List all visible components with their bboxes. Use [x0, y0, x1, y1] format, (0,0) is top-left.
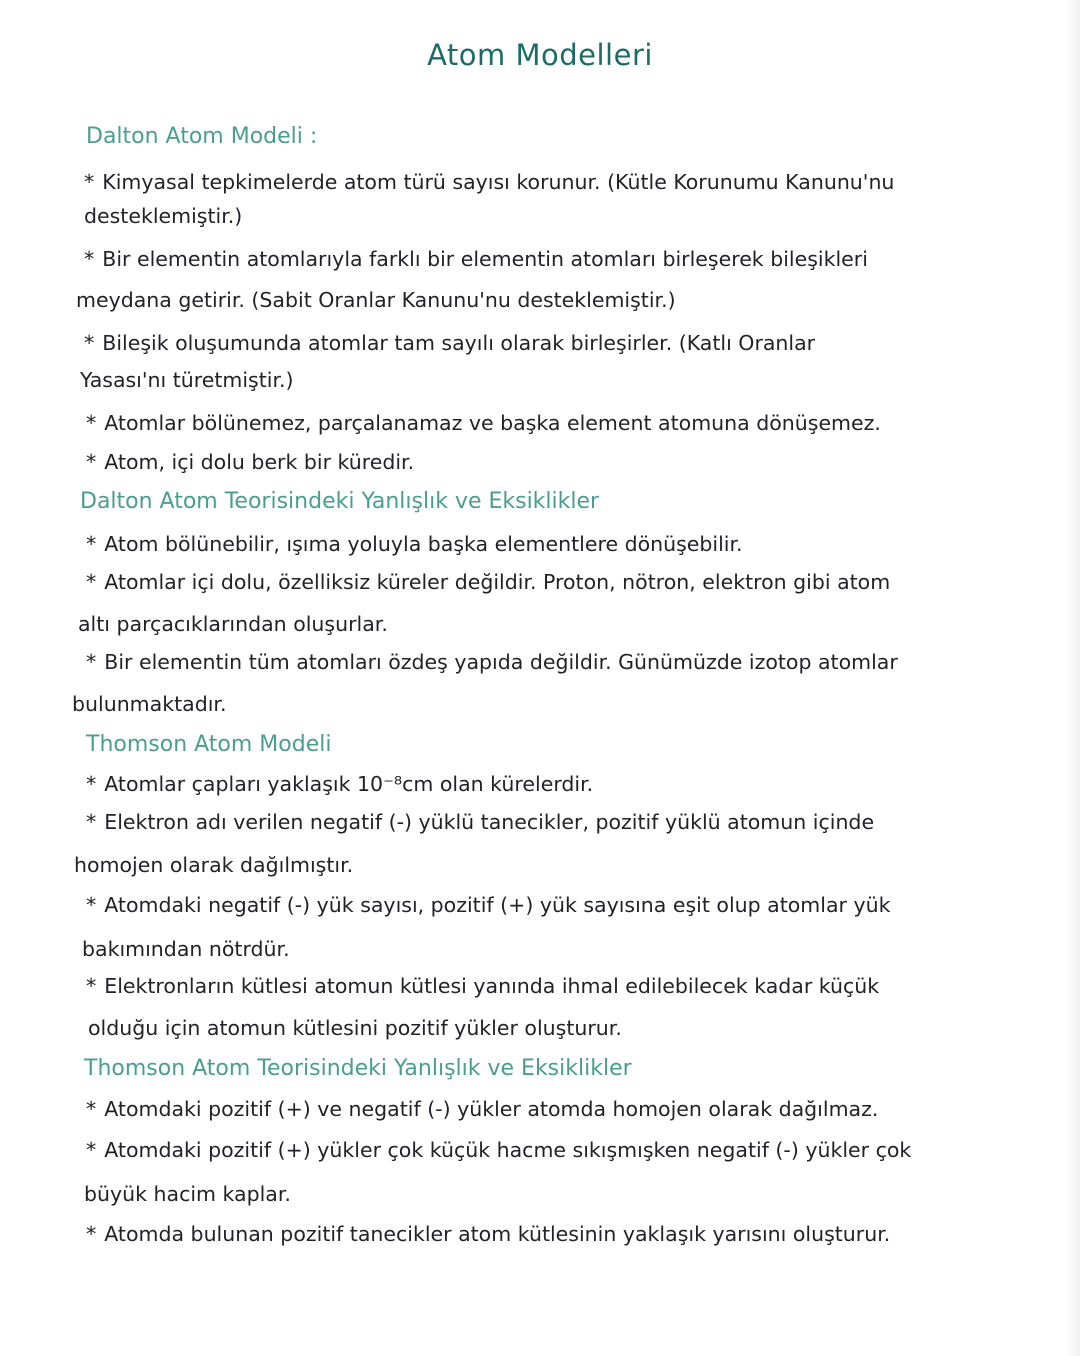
dalton-error-2 [86, 570, 890, 594]
thomson-error-2 [86, 1138, 911, 1162]
dalton-bullet-2 [84, 247, 868, 271]
asterisk-icon: * [84, 170, 95, 194]
asterisk-icon: * [84, 247, 95, 271]
line-text: Elektron adı verilen negatif (-) yüklü tanecikler, pozitif yüklü atomun içinde [104, 810, 875, 834]
heading-dalton-model: Dalton Atom Modeli : [86, 124, 318, 149]
dalton-bullet-5 [86, 450, 414, 474]
dalton-bullet-3-cont: Yasası'nı türetmiştir.) [80, 368, 294, 392]
asterisk-icon: * [86, 532, 97, 556]
line-text: Atomdaki pozitif (+) ve negatif (-) yükler atomda homojen olarak dağılmaz. [104, 1097, 879, 1121]
asterisk-icon: * [86, 1138, 97, 1162]
asterisk-icon: * [86, 974, 97, 998]
page-title: Atom Modelleri [427, 38, 653, 72]
dalton-bullet-2-cont: meydana getirir. (Sabit Oranlar Kanunu'nu desteklemiştir.) [76, 288, 676, 312]
line-text: Bir elementin atomlarıyla farklı bir elementin atomları birleşerek bileşikleri [102, 247, 868, 271]
page-edge-shadow [1066, 0, 1080, 1356]
line-text: Bileşik oluşumunda atomlar tam sayılı olarak birleşirler. (Katlı Oranlar [102, 331, 816, 355]
asterisk-icon: * [86, 893, 97, 917]
dalton-error-1 [86, 532, 743, 556]
line-text: Atom, içi dolu berk bir küredir. [104, 450, 415, 474]
line-text: Atomdaki pozitif (+) yükler çok küçük hacme sıkışmışken negatif (-) yükler çok [104, 1138, 912, 1162]
thomson-bullet-2 [86, 810, 874, 834]
line-text: Elektronların kütlesi atomun kütlesi yanında ihmal edilebilecek kadar küçük [104, 974, 880, 998]
thomson-bullet-4 [86, 974, 879, 998]
thomson-bullet-3-cont: bakımından nötrdür. [82, 937, 290, 961]
line-text: Atomlar içi dolu, özelliksiz küreler değildir. Proton, nötron, elektron gibi atom [104, 570, 891, 594]
asterisk-icon: * [86, 570, 97, 594]
line-text: Atomlar bölünemez, parçalanamaz ve başka element atomuna dönüşemez. [104, 411, 881, 435]
asterisk-icon: * [86, 650, 97, 674]
line-text: Atomdaki negatif (-) yük sayısı, pozitif (+) yük sayısına eşit olup atomlar yük [104, 893, 891, 917]
dalton-bullet-1 [84, 170, 894, 194]
asterisk-icon: * [86, 810, 97, 834]
asterisk-icon: * [86, 450, 97, 474]
line-text: Atomlar çapları yaklaşık 10⁻⁸cm olan kürelerdir. [104, 772, 594, 796]
thomson-bullet-3 [86, 893, 890, 917]
asterisk-icon: * [86, 1222, 97, 1246]
dalton-bullet-3 [84, 331, 815, 355]
line-text: Atomda bulunan pozitif tanecikler atom kütlesinin yaklaşık yarısını oluşturur. [104, 1222, 891, 1246]
dalton-error-3 [86, 650, 898, 674]
dalton-error-3-cont: bulunmaktadır. [72, 692, 227, 716]
heading-thomson-errors: Thomson Atom Teorisindeki Yanlışlık ve Eksiklikler [84, 1056, 632, 1081]
line-text: Bir elementin tüm atomları özdeş yapıda değildir. Günümüzde izotop atomlar [104, 650, 898, 674]
asterisk-icon: * [86, 411, 97, 435]
dalton-bullet-1-cont: desteklemiştir.) [84, 204, 243, 228]
asterisk-icon: * [84, 331, 95, 355]
asterisk-icon: * [86, 1097, 97, 1121]
thomson-error-2-cont: büyük hacim kaplar. [84, 1182, 291, 1206]
heading-dalton-errors: Dalton Atom Teorisindeki Yanlışlık ve Eksiklikler [80, 489, 600, 514]
thomson-bullet-4-cont: olduğu için atomun kütlesini pozitif yükler oluşturur. [88, 1016, 622, 1040]
heading-thomson-model: Thomson Atom Modeli [86, 732, 332, 757]
thomson-bullet-2-cont: homojen olarak dağılmıştır. [74, 853, 354, 877]
asterisk-icon: * [86, 772, 97, 796]
dalton-error-2-cont: altı parçacıklarından oluşurlar. [78, 612, 388, 636]
dalton-bullet-4 [86, 411, 881, 435]
line-text: Kimyasal tepkimelerde atom türü sayısı korunur. (Kütle Korunumu Kanunu'nu [102, 170, 895, 194]
thomson-error-3 [86, 1222, 890, 1246]
line-text: Atom bölünebilir, ışıma yoluyla başka elementlere dönüşebilir. [104, 532, 743, 556]
thomson-bullet-1 [86, 772, 593, 796]
thomson-error-1 [86, 1097, 878, 1121]
